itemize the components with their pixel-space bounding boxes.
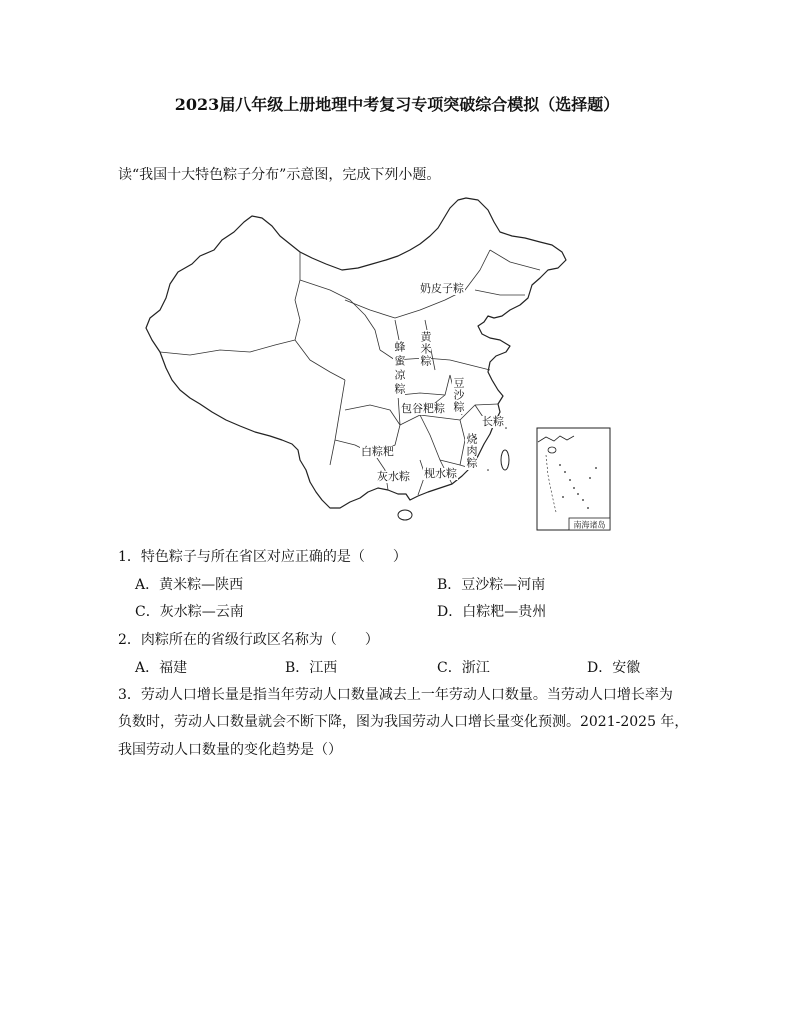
- map-label-shaorou: 烧肉粽: [465, 433, 478, 469]
- question-2-option-c[interactable]: C．浙江: [437, 660, 490, 676]
- map-label-baogu: 包谷粑粽: [401, 402, 445, 415]
- question-1-option-d[interactable]: D．白粽粑—贵州: [437, 604, 547, 620]
- map-label-huangmi: 黄米粽: [419, 331, 432, 367]
- china-outline: [146, 198, 566, 508]
- map-label-baizong: 白粽粑: [361, 445, 394, 458]
- taiwan-island: [501, 450, 509, 470]
- question-3-line-3: 我国劳动人口数量的变化趋势是（）: [118, 742, 342, 758]
- question-1-option-b[interactable]: B．豆沙粽—河南: [437, 577, 546, 593]
- map-label-naipizi: 奶皮子粽: [420, 282, 464, 295]
- question-2-stem: 2．肉粽所在的省级行政区名称为（ ）: [118, 632, 379, 648]
- china-zongzi-map: [140, 192, 615, 537]
- question-1-stem: 1．特色粽子与所在省区对应正确的是（ ）: [118, 549, 407, 565]
- question-1-option-c[interactable]: C．灰水粽—云南: [135, 604, 244, 620]
- question-1-option-a[interactable]: A．黄米粽—陕西: [135, 577, 244, 593]
- map-label-fengmi: 蜂蜜凉粽: [393, 341, 406, 397]
- south-china-sea-inset: [537, 428, 610, 530]
- question-2-option-d[interactable]: D．安徽: [587, 660, 641, 676]
- question-3-line-1: 3．劳动人口增长量是指当年劳动人口数量减去上一年劳动人口数量。当劳动人口增长率为: [118, 687, 673, 703]
- intro-text: 读“我国十大特色粽子分布”示意图，完成下列小题。: [118, 167, 441, 183]
- map-label-dousha: 豆沙粽: [452, 377, 465, 413]
- map-label-huishui: 灰水粽: [377, 470, 410, 483]
- map-label-jianshui: 枧水粽: [424, 467, 457, 480]
- question-2-option-b[interactable]: B．江西: [285, 660, 338, 676]
- question-3-line-2: 负数时，劳动人口数量就会不断下降，图为我国劳动人口增长量变化预测。2021-2025 年，: [118, 714, 689, 730]
- province-borders: [160, 250, 540, 495]
- page-title: 2023届八年级上册地理中考复习专项突破综合模拟（选择题）: [174, 95, 620, 114]
- question-2-option-a[interactable]: A．福建: [135, 660, 188, 676]
- map-label-chang: 长粽: [482, 415, 504, 428]
- hainan-island: [398, 510, 412, 520]
- inset-label: 南海诸岛: [573, 520, 606, 530]
